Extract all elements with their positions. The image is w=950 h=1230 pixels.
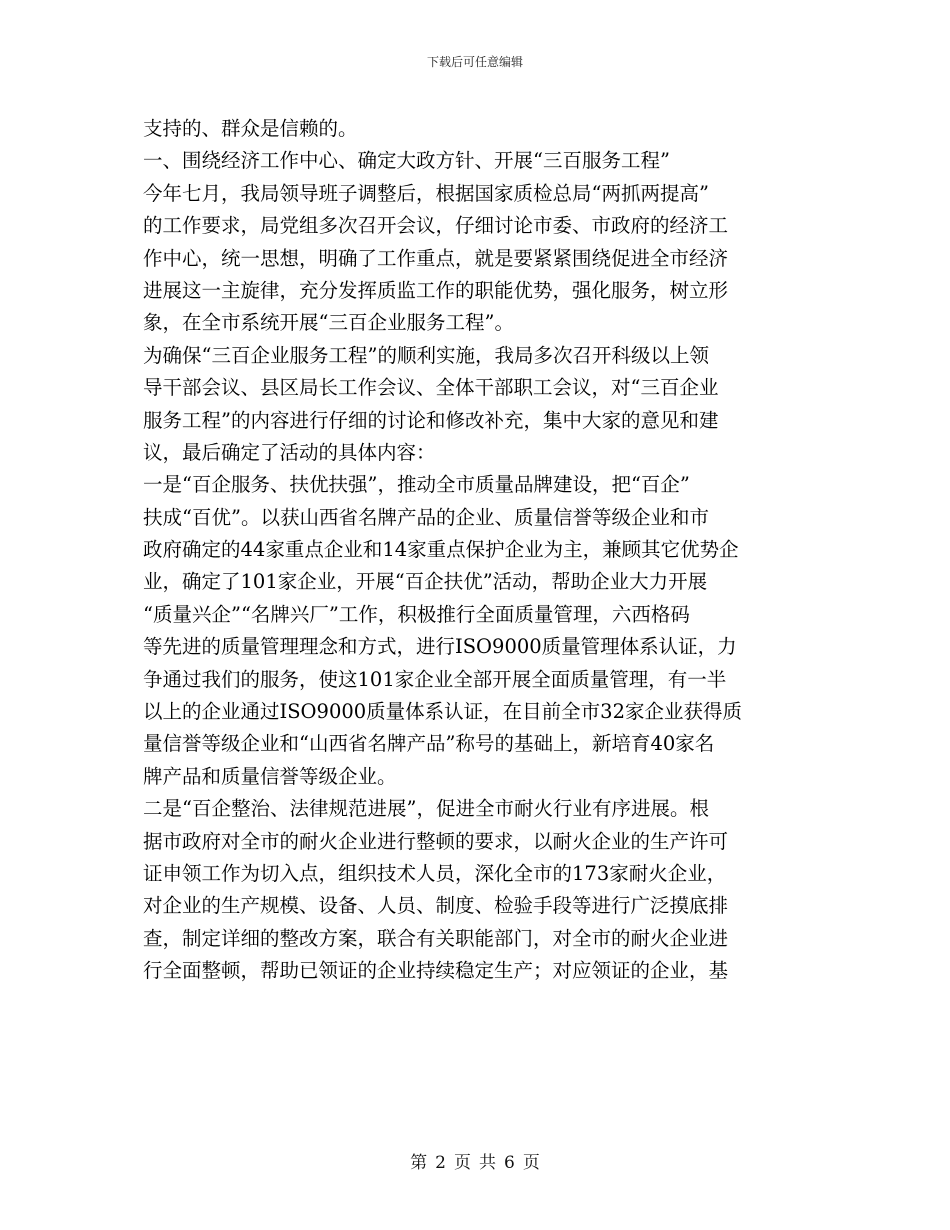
text-line: 量信誉等级企业和“山西省名牌产品”称号的基础上，新培育40家名 — [143, 732, 715, 756]
text-line: 支持的、群众是信赖的。 — [143, 117, 358, 140]
text-line: “质量兴企”“名牌兴厂”工作，积极推行全面质量管理，六西格码 — [143, 602, 690, 626]
text-line: 象，在全市系统开展“三百企业服务工程”。 — [143, 311, 514, 335]
text-line: 为确保“三百企业服务工程”的顺利实施，我局多次召开科级以上领 — [143, 343, 709, 367]
page-header: 下载后可任意编辑 — [426, 55, 523, 69]
text-line: 议，最后确定了活动的具体内容： — [143, 440, 436, 464]
text-line: 二是“百企整治、法律规范进展”，促进全市耐火行业有序进展。根 — [143, 797, 709, 821]
text-line: 查，制定详细的整改方案，联合有关职能部门，对全市的耐火企业进 — [143, 926, 729, 950]
text-line: 据市政府对全市的耐火企业进行整顿的要求，以耐火企业的生产许可 — [143, 829, 729, 853]
text-line: 牌产品和质量信誉等级企业。 — [143, 764, 397, 788]
text-line: 扶成“百优”。以获山西省名牌产品的企业、质量信誉等级企业和市 — [143, 505, 709, 529]
current-page-number: 2 — [435, 1153, 446, 1173]
text-line: 行全面整顿，帮助已领证的企业持续稳定生产；对应领证的企业，基 — [143, 959, 729, 983]
text-line: 争通过我们的服务，使这101家企业全部开展全面质量管理，有一半 — [143, 667, 727, 691]
document-body — [143, 113, 823, 988]
text-line: 进展这一主旋律，充分发挥质监工作的职能优势，强化服务，树立形 — [143, 278, 729, 302]
text-line: 证申领工作为切入点，组织技术人员，深化全市的173家耐火企业， — [143, 861, 727, 885]
text-line: 服务工程”的内容进行仔细的讨论和修改补充，集中大家的意见和建 — [143, 408, 719, 432]
page-footer — [0, 1148, 950, 1173]
footer-ye: 页 — [522, 1153, 540, 1173]
text-line: 业，确定了101家企业，开展“百企扶优”活动，帮助企业大力开展 — [143, 570, 708, 594]
text-line: 一、围绕经济工作中心、确定大政方针、开展“三百服务工程” — [143, 149, 670, 173]
text-line: 以上的企业通过ISO9000质量体系认证，在目前全市32家企业获得质 — [143, 700, 742, 724]
text-line: 今年七月，我局领导班子调整后，根据国家质检总局“两抓两提高” — [143, 181, 709, 205]
footer-ye: 页 — [454, 1153, 471, 1173]
text-line: 政府确定的44家重点企业和14家重点保护企业为主，兼顾其它优势企 — [143, 538, 739, 562]
total-page-number: 6 — [504, 1153, 515, 1173]
text-line: 对企业的生产规模、设备、人员、制度、检验手段等进行广泛摸底排 — [143, 894, 729, 918]
text-line: 导干部会议、县区局长工作会议、全体干部职工会议，对“三百企业 — [143, 376, 719, 400]
text-line: 等先进的质量管理理念和方式，进行ISO9000质量管理体系认证，力 — [143, 635, 737, 659]
footer-gong: 共 — [479, 1153, 496, 1173]
text-line: 作中心，统一思想，明确了工作重点，就是要紧紧围绕促进全市经济 — [143, 246, 729, 270]
text-line: 一是“百企服务、扶优扶强”，推动全市质量品牌建设，把“百企” — [143, 473, 690, 497]
footer-di: 第 — [410, 1153, 428, 1173]
text-line: 的工作要求，局党组多次召开会议，仔细讨论市委、市政府的经济工 — [143, 214, 729, 238]
